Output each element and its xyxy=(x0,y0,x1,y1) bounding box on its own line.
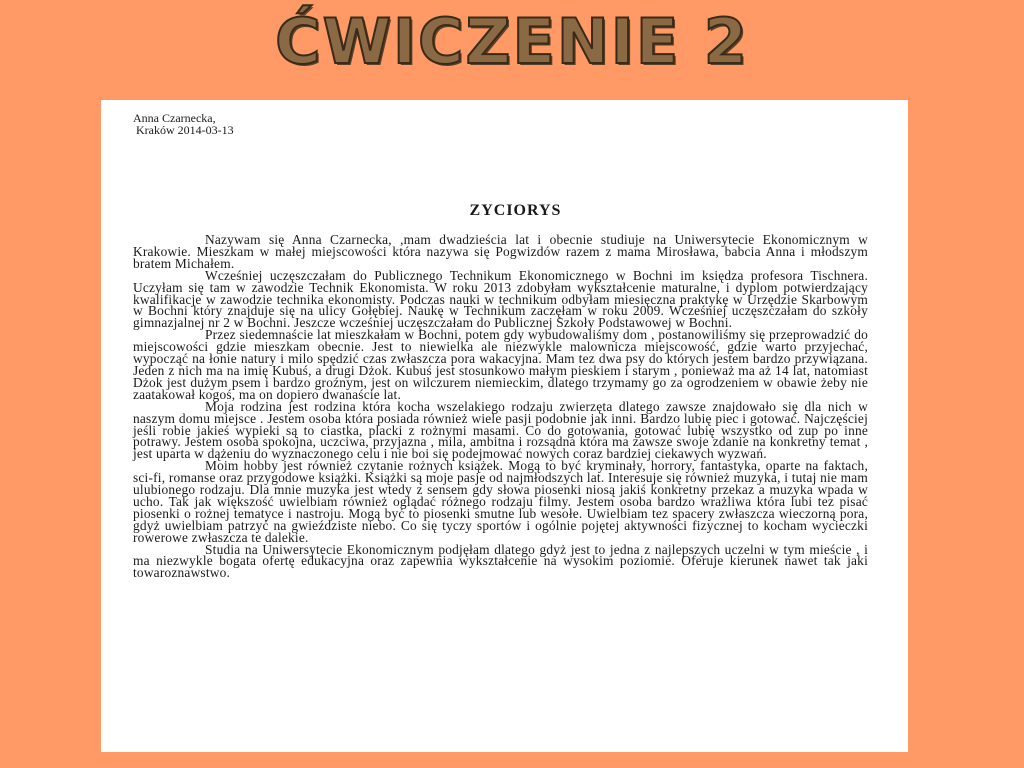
place-and-date: Kraków 2014-03-13 xyxy=(133,123,234,137)
document-body xyxy=(133,234,868,579)
paragraph-studies: Studia na Uniwersytecie Ekonomicznym podjęłam dlatego gdyż jest to jedna z najlepszych uczelni w tym mieście , i ma niezwykle bogata ofertę edukacyjna oraz zapewnia wykształcenie na wysokim poziomie. Oferuje kierunek nawet tak jaki towaroznawstwo. xyxy=(133,541,868,581)
slide-title: ĆWICZENIE 2 xyxy=(275,5,749,78)
author-name: Anna Czarnecka, xyxy=(133,111,216,125)
paragraph-hobby: Moim hobby jest również czytanie rożnych książek. Mogą to być kryminały, horrory, fantastyka, oparte na faktach, sci-fi, romanse oraz przygodowe książki. Książki są moje pasje od najmłodszych lat. Interesuje się również muzyka, i tutaj nie mam ulubionego rodzaju. Dla mnie muzyka jest wtedy z sensem gdy słowa piosenki niosą jakiś konkretny przekaz a muzyka wpada w ucho. Tak jak większość uwielbiam również oglądać różnego rodzaju filmy. Jestem osoba bardzo wrażliwa która lubi tez pisać piosenki o rożnej tematyce i nastroju. Mogą być to piosenki smutne lub wesołe. Uwielbiam tez spacery zwłaszcza wieczorną pora, gdyż uwielbiam patrzyć na gwieździste niebo. Co się tyczy sportów i ogólnie pojętej aktywności fizycznej to kocham wycieczki rowerowe zwłaszcza te dalekie. xyxy=(133,458,868,545)
paragraph-home: Przez siedemnaście lat mieszkałam w Bochni, potem gdy wybudowaliśmy dom , postanowiliśmy się przeprowadzić do miejscowości gdzie mieszkam obecnie. Jest to niewielka ale niezwykle malownicza miejscowość, gdzie warto przyjechać, wypocząć na łonie natury i milo spędzić czas zwłaszcza pora wakacyjna. Mam tez dwa psy do których jestem bardzo przywiązana. Jeden z nich ma na imię Kubuś, a drugi Dżok. Kubuś jest stosunkowo małym pieskiem i starym , ponieważ ma aż 14 lat, natomiast Dżok jest dużym psem i bardzo groźnym, jest on wilczurem niemieckim, dlatego trzymamy go za ogrodzeniem w obawie żeby nie zaatakował kogoś, ma on dopiero dwanaście lat. xyxy=(133,327,868,402)
document-heading: ZYCIORYS xyxy=(469,202,562,219)
author-block xyxy=(133,112,868,136)
paragraph-education: Wcześniej uczęszczałam do Publicznego Technikum Ekonomicznego w Bochni im księdza profesora Tischnera. Uczyłam się tam w zawodzie Technik Ekonomista. W roku 2013 zdobyłam wykształcenie maturalne, i dyplom potwierdzający kwalifikacje w zawodzie technika ekonomisty. Podczas nauki w technikum odbyłam miesięczna praktykę w Urzędzie Skarbowym w Bochni który znajduje się na ulicy Gołębiej. Naukę w Technikum zaczęłam w roku 2009. Wcześniej uczęszczałam do szkoły gimnazjalnej nr 2 w Bochni. Jeszcze wcześniej uczęszczałam do Publicznej Szkoły Podstawowej w Bochni. xyxy=(133,267,868,331)
paragraph-family: Moja rodzina jest rodzina która kocha wszelakiego rodzaju zwierzęta dlatego zawsze znajdowało się dla nich w naszym domu miejsce . Jestem osoba która posiada również wiele pasji podobnie jak inni. Bardzo lubię piec i gotować. Najczęściej jeśli robie jakieś wypieki są to ciastka, placki z rożnymi masami. Co do gotowania, gotować lubię wszystko od zup po inne potrawy. Jestem osoba spokojna, uczciwa, przyjazna , mila, ambitna i rozsądna która ma zawsze swoje zdanie na konkretny temat , jest uparta w dążeniu do wyznaczonego celu i nie boi się podejmować nowych coraz bardziej ciekawych wyzwań. xyxy=(133,398,868,462)
paragraph-intro: Nazywam się Anna Czarnecka, ,mam dwadzieścia lat i obecnie studiuje na Uniwersytecie Ekonomicznym w Krakowie. Mieszkam w małej miejscowości która nazywa się Pogwizdów razem z mama Mirosława, babcia Anna i młodszym bratem Michałem. xyxy=(133,232,868,271)
cv-document-image xyxy=(101,100,908,752)
